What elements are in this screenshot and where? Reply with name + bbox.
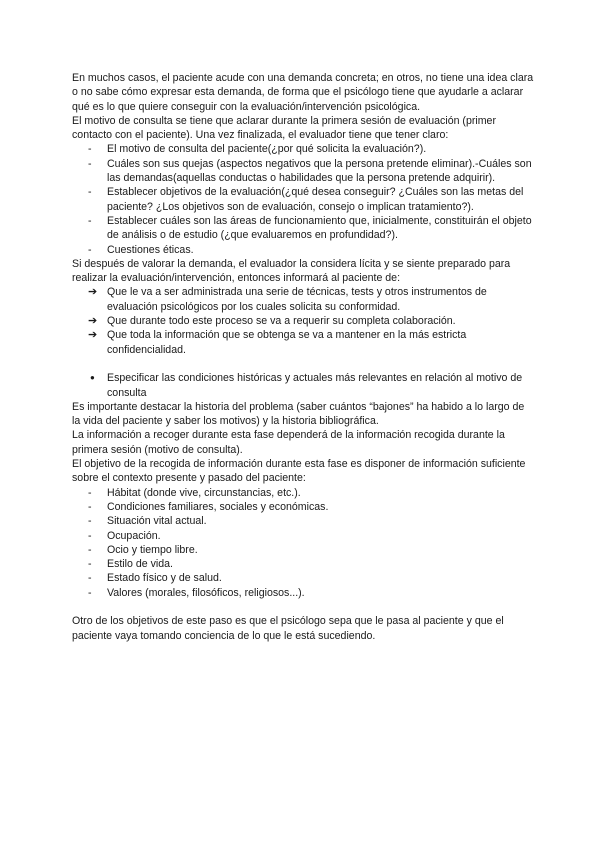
bullet-icon: ● bbox=[90, 373, 95, 383]
arrow-icon: ➔ bbox=[88, 329, 98, 342]
dash-marker: - bbox=[88, 586, 92, 599]
list-item: - Condiciones familiares, sociales y económicas. bbox=[88, 500, 329, 513]
dash-marker: - bbox=[88, 243, 92, 256]
intro-paragraph: En muchos casos, el paciente acude con una demanda concreta; en otros, no tiene una idea clara o no sabe cómo expresar esta demanda, de forma que el psicólogo tiene que ayudarle a aclarar qué es lo que quiere conseguir con la evaluación/intervención psicológica. bbox=[72, 72, 534, 113]
dash-marker: - bbox=[88, 157, 92, 170]
dash-marker: - bbox=[88, 214, 92, 227]
list-item: ➔ Que toda la información que se obtenga se va a mantener en la más estricta confidencialidad. bbox=[88, 329, 467, 356]
conditions-list bbox=[72, 371, 534, 400]
dash-marker: - bbox=[88, 143, 92, 156]
dash-marker: - bbox=[88, 486, 92, 499]
dash-marker: - bbox=[88, 500, 92, 513]
list-item: - Establecer cuáles son las áreas de funcionamiento que, inicialmente, constituirán el objeto de análisis o de estudio (¿que evaluaremos en profundidad?). bbox=[88, 214, 532, 242]
blank-line bbox=[72, 600, 534, 614]
arrow-icon: ➔ bbox=[88, 286, 98, 299]
dash-marker: - bbox=[88, 515, 92, 528]
info-paragraph: La información a recoger durante esta fase dependerá de la información recogida durante la primera sesión (motivo de consulta). bbox=[72, 429, 505, 456]
list-item: - Valores (morales, filosóficos, religiosos...). bbox=[88, 586, 305, 599]
list-item: ● Especificar las condiciones históricas y actuales más relevantes en relación al motivo de consulta bbox=[90, 372, 523, 399]
list-item: ➔ Que le va a ser administrada una serie de técnicas, tests y otros instrumentos de evaluación psicológicos por los cuales solicita su conformidad. bbox=[88, 286, 487, 313]
list-item: - Situación vital actual. bbox=[88, 515, 207, 528]
inform-list bbox=[72, 285, 534, 356]
list-item: - Cuestiones éticas. bbox=[88, 243, 194, 256]
closing-paragraph: Otro de los objetivos de este paso es que el psicólogo sepa que le pasa al paciente y que el paciente vaya tomando conciencia de lo que le está sucediendo. bbox=[72, 615, 504, 642]
dash-marker: - bbox=[88, 543, 92, 556]
history-paragraph: Es importante destacar la historia del problema (saber cuántos “bajones” ha habido a lo largo de la vida del paciente y saber los motivos) y la historia bibliográfica. bbox=[72, 400, 525, 428]
list-item: - El motivo de consulta del paciente(¿por qué solicita la evaluación?). bbox=[88, 143, 427, 156]
list-item: - Ocupación. bbox=[88, 529, 161, 542]
list-item: - Cuáles son sus quejas (aspectos negativos que la persona pretende eliminar).-Cuáles son las demandas(aquellas conductas o habilidades que la persona pretende adquirir). bbox=[88, 157, 532, 185]
licit-paragraph: Si después de valorar la demanda, el evaluador la considera lícita y se siente preparado para realizar la evaluación/intervención, entonces informará al paciente de: bbox=[72, 257, 511, 285]
list-item: - Establecer objetivos de la evaluación(¿qué desea conseguir? ¿Cuáles son las metas del paciente? ¿Los objetivos son de evaluación, consejo o implican tratamiento?). bbox=[88, 186, 524, 213]
dash-marker: - bbox=[88, 572, 92, 585]
objective-paragraph: El objetivo de la recogida de información durante esta fase es disponer de información suficiente sobre el contexto presente y pasado del paciente: bbox=[72, 458, 526, 485]
list-item: - Hábitat (donde vive, circunstancias, etc.). bbox=[88, 486, 301, 499]
arrow-icon: ➔ bbox=[88, 315, 98, 328]
motive-paragraph: El motivo de consulta se tiene que aclarar durante la primera sesión de evaluación (primer contacto con el paciente). Una vez finalizada, el evaluador tiene que tener claro: bbox=[72, 114, 496, 142]
list-item: ➔ Que durante todo este proceso se va a requerir su completa colaboración. bbox=[88, 315, 456, 328]
dash-marker: - bbox=[88, 529, 92, 542]
context-list bbox=[72, 486, 534, 600]
blank-line bbox=[72, 357, 534, 371]
list-item: - Estilo de vida. bbox=[88, 558, 173, 571]
document-page bbox=[72, 71, 534, 643]
motive-list bbox=[72, 142, 534, 256]
dash-marker: - bbox=[88, 186, 92, 199]
list-item: - Estado físico y de salud. bbox=[88, 572, 222, 585]
dash-marker: - bbox=[88, 558, 92, 571]
list-item: - Ocio y tiempo libre. bbox=[88, 543, 198, 556]
